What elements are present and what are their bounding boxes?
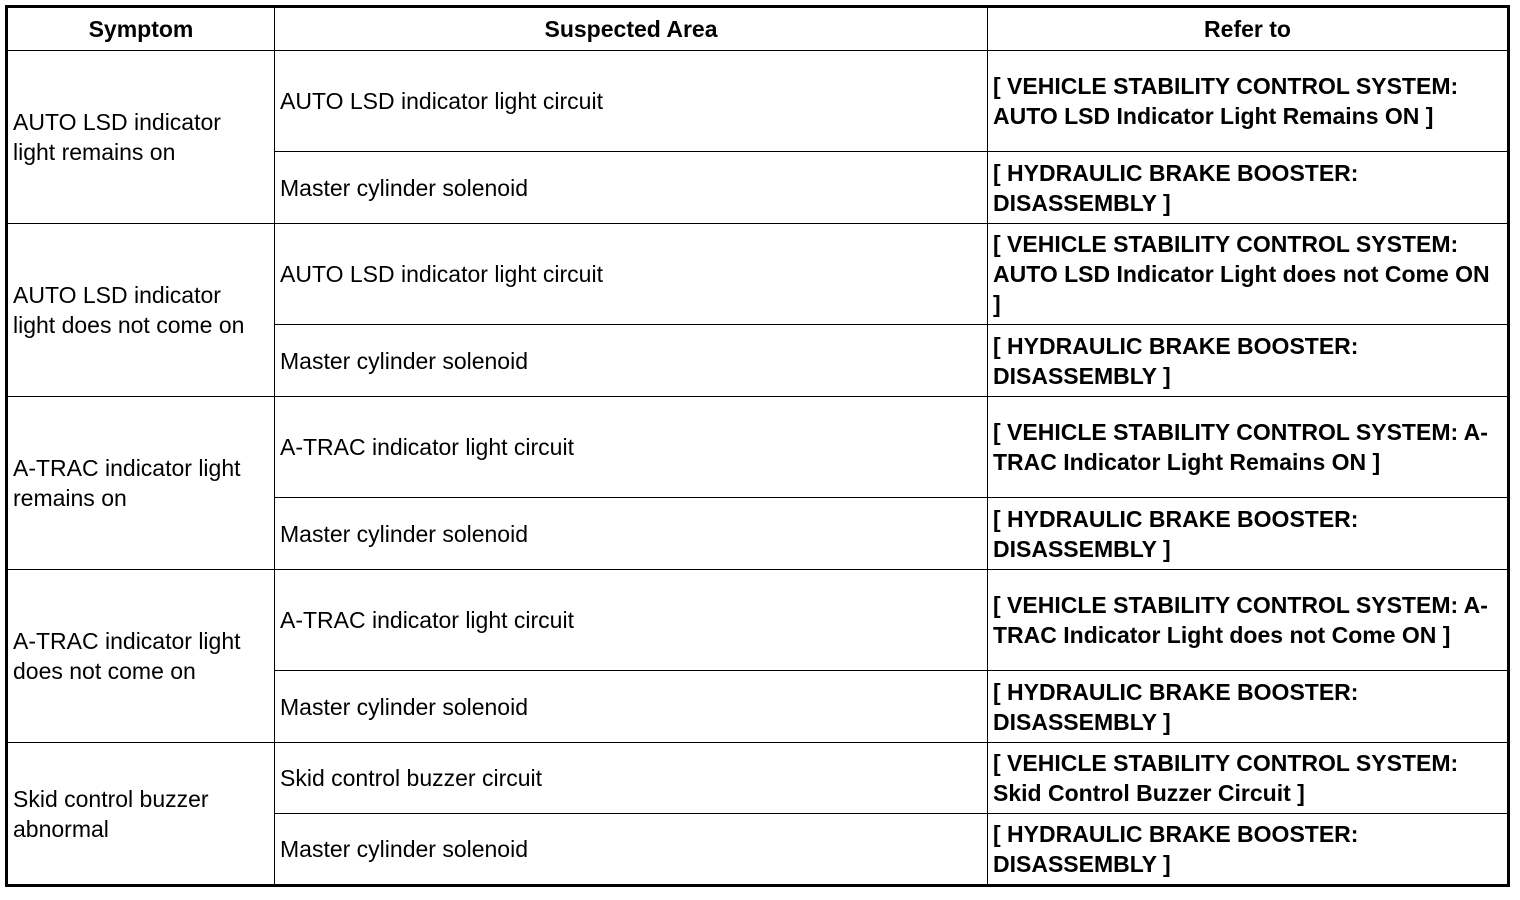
table-row <box>7 51 1509 152</box>
refer-to-link[interactable]: [ HYDRAULIC BRAKE BOOSTER: DISASSEMBLY ] <box>988 325 1509 397</box>
table-row <box>7 224 1509 325</box>
refer-to-link[interactable]: [ VEHICLE STABILITY CONTROL SYSTEM: AUTO LSD Indicator Light Remains ON ] <box>988 51 1509 152</box>
diagnosis-table-container <box>5 5 1507 887</box>
table-row <box>7 570 1509 671</box>
suspected-area-cell: Master cylinder solenoid <box>275 325 988 397</box>
refer-to-link[interactable]: [ VEHICLE STABILITY CONTROL SYSTEM: A-TRAC Indicator Light Remains ON ] <box>988 397 1509 498</box>
symptom-cell: A-TRAC indicator light remains on <box>7 397 275 570</box>
refer-to-link[interactable]: [ HYDRAULIC BRAKE BOOSTER: DISASSEMBLY ] <box>988 498 1509 570</box>
header-row <box>7 7 1509 51</box>
suspected-area-cell: Master cylinder solenoid <box>275 152 988 224</box>
table-header <box>7 7 1509 51</box>
suspected-area-cell: AUTO LSD indicator light circuit <box>275 224 988 325</box>
suspected-area-cell: AUTO LSD indicator light circuit <box>275 51 988 152</box>
refer-to-link[interactable]: [ VEHICLE STABILITY CONTROL SYSTEM: AUTO LSD Indicator Light does not Come ON ] <box>988 224 1509 325</box>
header-refer-to: Refer to <box>988 7 1509 51</box>
suspected-area-cell: Skid control buzzer circuit <box>275 743 988 814</box>
symptom-cell: AUTO LSD indicator light remains on <box>7 51 275 224</box>
header-suspected-area: Suspected Area <box>275 7 988 51</box>
suspected-area-cell: Master cylinder solenoid <box>275 671 988 743</box>
symptom-cell: Skid control buzzer abnormal <box>7 743 275 886</box>
table-row <box>7 397 1509 498</box>
refer-to-link[interactable]: [ HYDRAULIC BRAKE BOOSTER: DISASSEMBLY ] <box>988 671 1509 743</box>
symptom-cell: A-TRAC indicator light does not come on <box>7 570 275 743</box>
suspected-area-cell: Master cylinder solenoid <box>275 814 988 886</box>
suspected-area-cell: Master cylinder solenoid <box>275 498 988 570</box>
refer-to-link[interactable]: [ VEHICLE STABILITY CONTROL SYSTEM: Skid Control Buzzer Circuit ] <box>988 743 1509 814</box>
table-row <box>7 743 1509 814</box>
suspected-area-cell: A-TRAC indicator light circuit <box>275 570 988 671</box>
refer-to-link[interactable]: [ HYDRAULIC BRAKE BOOSTER: DISASSEMBLY ] <box>988 814 1509 886</box>
symptom-cell: AUTO LSD indicator light does not come on <box>7 224 275 397</box>
suspected-area-cell: A-TRAC indicator light circuit <box>275 397 988 498</box>
refer-to-link[interactable]: [ VEHICLE STABILITY CONTROL SYSTEM: A-TRAC Indicator Light does not Come ON ] <box>988 570 1509 671</box>
refer-to-link[interactable]: [ HYDRAULIC BRAKE BOOSTER: DISASSEMBLY ] <box>988 152 1509 224</box>
table-body <box>7 51 1509 886</box>
problem-symptoms-table <box>5 5 1510 887</box>
header-symptom: Symptom <box>7 7 275 51</box>
